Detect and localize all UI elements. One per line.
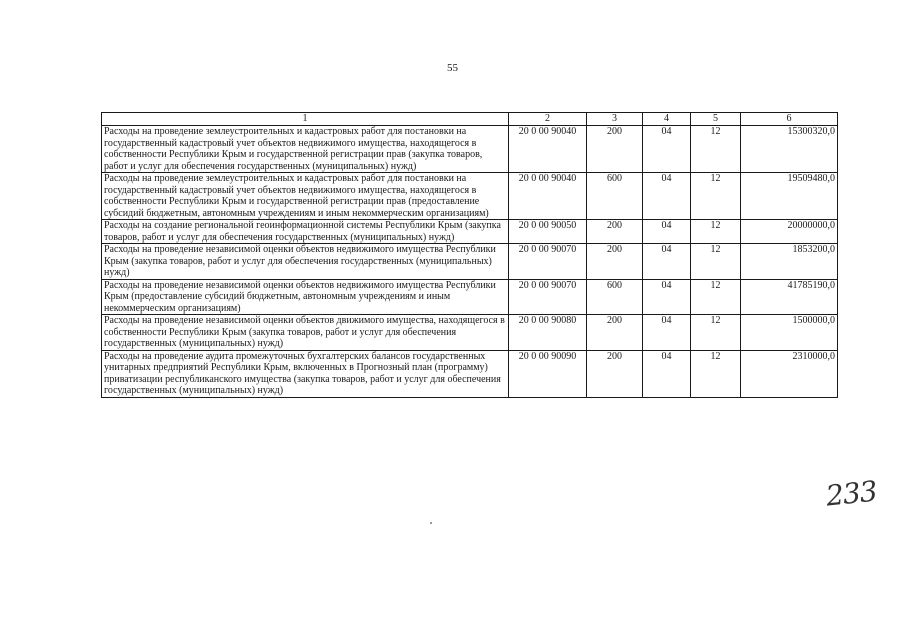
amount-cell: 2310000,0 xyxy=(741,350,838,397)
row-description: Расходы на проведение аудита промежуточных бухгалтерских балансов государственных унитарных предприятий Республики Крым, включенных в Прогнозный план (программу) приватизации республиканского имущества (закупка товаров, работ и услуг для обеспечения государственных (муниципальных) нужд) xyxy=(102,350,509,397)
expense-type-code: 200 xyxy=(587,220,643,244)
section-code: 04 xyxy=(643,315,691,351)
target-article-code: 20 0 00 90050 xyxy=(509,220,587,244)
budget-table xyxy=(101,112,838,398)
amount-cell: 41785190,0 xyxy=(741,279,838,315)
table-header-row xyxy=(102,113,838,126)
table-row xyxy=(102,244,838,280)
target-article-code: 20 0 00 90070 xyxy=(509,244,587,280)
row-description: Расходы на создание региональной геоинформационной системы Республики Крым (закупка товаров, работ и услуг для обеспечения государственных (муниципальных) нужд) xyxy=(102,220,509,244)
amount-cell: 1500000,0 xyxy=(741,315,838,351)
column-header: 1 xyxy=(102,113,509,126)
subsection-code: 12 xyxy=(691,126,741,173)
row-description: Расходы на проведение независимой оценки объектов движимого имущества, находящегося в собственности Республики Крым (закупка товаров, работ и услуг для обеспечения государственных (муниципальных) нужд) xyxy=(102,315,509,351)
amount-cell: 1853200,0 xyxy=(741,244,838,280)
amount-cell: 19509480,0 xyxy=(741,173,838,220)
target-article-code: 20 0 00 90080 xyxy=(509,315,587,351)
row-description: Расходы на проведение землеустроительных и кадастровых работ для постановки на государственный кадастровый учет объектов недвижимого имущества, находящегося в собственности Республики Крым и государственной регистрации прав (предоставление субсидий бюджетным, автономным учреждениям и иным некоммерческим организациям) xyxy=(102,173,509,220)
column-header: 3 xyxy=(587,113,643,126)
target-article-code: 20 0 00 90040 xyxy=(509,173,587,220)
row-description: Расходы на проведение независимой оценки объектов недвижимого имущества Республики Крым (предоставление субсидий бюджетным, автономным учреждениям и иным некоммерческим организациям) xyxy=(102,279,509,315)
amount-cell: 20000000,0 xyxy=(741,220,838,244)
handwritten-sheet-number: 233 xyxy=(824,474,879,513)
scan-speck xyxy=(430,522,432,524)
expense-type-code: 200 xyxy=(587,350,643,397)
column-header: 6 xyxy=(741,113,838,126)
column-header: 2 xyxy=(509,113,587,126)
subsection-code: 12 xyxy=(691,173,741,220)
subsection-code: 12 xyxy=(691,244,741,280)
page-number: 55 xyxy=(447,62,458,74)
expense-type-code: 200 xyxy=(587,244,643,280)
target-article-code: 20 0 00 90090 xyxy=(509,350,587,397)
section-code: 04 xyxy=(643,244,691,280)
expense-type-code: 200 xyxy=(587,315,643,351)
subsection-code: 12 xyxy=(691,315,741,351)
section-code: 04 xyxy=(643,173,691,220)
column-header: 4 xyxy=(643,113,691,126)
subsection-code: 12 xyxy=(691,350,741,397)
column-header: 5 xyxy=(691,113,741,126)
row-description: Расходы на проведение независимой оценки объектов недвижимого имущества Республики Крым (закупка товаров, работ и услуг для обеспечения государственных (муниципальных) нужд) xyxy=(102,244,509,280)
section-code: 04 xyxy=(643,220,691,244)
table-row xyxy=(102,279,838,315)
table-row xyxy=(102,220,838,244)
target-article-code: 20 0 00 90070 xyxy=(509,279,587,315)
subsection-code: 12 xyxy=(691,279,741,315)
section-code: 04 xyxy=(643,350,691,397)
subsection-code: 12 xyxy=(691,220,741,244)
expense-type-code: 600 xyxy=(587,173,643,220)
section-code: 04 xyxy=(643,279,691,315)
expense-type-code: 600 xyxy=(587,279,643,315)
row-description: Расходы на проведение землеустроительных и кадастровых работ для постановки на государственный кадастровый учет объектов недвижимого имущества, находящегося в собственности Республики Крым и государственной регистрации прав (закупка товаров, работ и услуг для обеспечения государственных (муниципальных) нужд) xyxy=(102,126,509,173)
table-row xyxy=(102,126,838,173)
amount-cell: 15300320,0 xyxy=(741,126,838,173)
expense-type-code: 200 xyxy=(587,126,643,173)
table-row xyxy=(102,350,838,397)
table-row xyxy=(102,173,838,220)
target-article-code: 20 0 00 90040 xyxy=(509,126,587,173)
table-row xyxy=(102,315,838,351)
section-code: 04 xyxy=(643,126,691,173)
